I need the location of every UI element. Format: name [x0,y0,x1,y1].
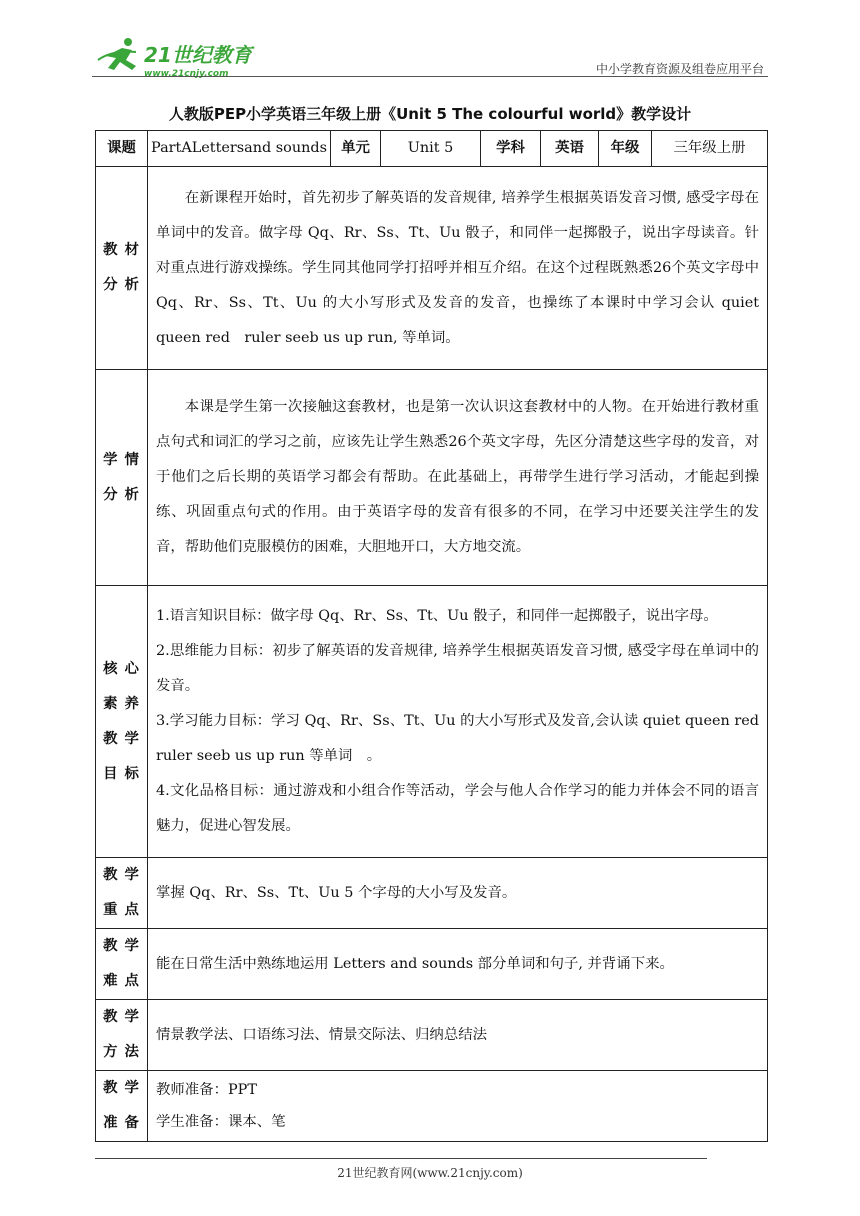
preparation-row [96,1071,768,1142]
difficulties-label: 教 学 难 点 [96,929,148,1000]
goal-item: 2.思维能力目标：初步了解英语的发音规律, 培养学生根据英语发音习惯, 感受字母在单词中的发音。 [156,643,759,694]
unit-value: Unit 5 [381,131,481,167]
topic-label: 课题 [96,131,148,167]
core-goals-row [96,586,768,858]
topic-value: PartALettersand sounds [148,131,331,167]
student-prep: 学生准备：课本、笔 [156,1114,286,1130]
textbook-analysis-content: 在新课程开始时，首先初步了解英语的发音规律, 培养学生根据英语发音习惯, 感受字母在单词中的发音。做字母 Qq、Rr、Ss、Tt、Uu 骰子，和同伴一起掷骰子，说出字母读音。针对重点进行游戏操练。学生同其他同学打招呼并相互介绍。在这个过程既熟悉26个英文字母中 Qq、Rr、Ss、Tt、Uu 的大小写形式及发音的发音，也操练了本课时中学习会认 quiet queen red ruler seeb us up run, 等单词。 [148,167,768,370]
grade-label: 年级 [599,131,652,167]
preparation-label: 教 学 准 备 [96,1071,148,1142]
difficulties-content: 能在日常生活中熟练地运用 Letters and sounds 部分单词和句子, 并背诵下来。 [148,929,768,1000]
header-divider [92,76,768,77]
grade-value: 三年级上册 [652,131,768,167]
methods-row [96,1000,768,1071]
document-title: 人教版PEP小学英语三年级上册《Unit 5 The colourful world》教学设计 [168,105,692,123]
core-goals-label: 核 心 素 养 教 学 目 标 [96,586,148,858]
core-goals-content [148,586,774,858]
footer-source: 21世纪教育网(www.21cnjy.com) [337,1166,523,1180]
methods-label: 教 学 方 法 [96,1000,148,1071]
svg-text:21世纪教育: 21世纪教育 [144,43,252,67]
meta-row [96,131,768,167]
unit-label: 单元 [331,131,381,167]
learner-analysis-row [96,370,768,586]
footer-divider [95,1158,707,1159]
difficulties-row [96,929,768,1000]
preparation-content [148,1071,768,1142]
textbook-analysis-row [96,167,768,370]
svg-text:www.21cnjy.com: www.21cnjy.com [144,69,229,79]
learner-analysis-content: 本课是学生第一次接触这套教材，也是第一次认识这套教材中的人物。在开始进行教材重点句式和词汇的学习之前，应该先让学生熟悉26个英文字母，先区分清楚这些字母的发音，对于他们之后长期的英语学习都会有帮助。在此基础上，再带学生进行学习活动，才能起到操练、巩固重点句式的作用。由于英语字母的发音有很多的不同，在学习中还要关注学生的发音，帮助他们克服模仿的困难，大胆地开口，大方地交流。 [148,370,768,586]
key-points-label: 教 学 重 点 [96,858,148,929]
textbook-analysis-label: 教 材 分 析 [96,167,148,370]
page-header [92,32,768,82]
key-points-row [96,858,768,929]
goal-item: 3.学习能力目标：学习 Qq、Rr、Ss、Tt、Uu 的大小写形式及发音,会认读 quiet queen red ruler seeb us up run 等单词 。 [156,713,774,764]
logo-21cnjy [92,36,262,80]
goal-item: 1.语言知识目标：做字母 Qq、Rr、Ss、Tt、Uu 骰子，和同伴一起掷骰子，说出字母。 [156,608,718,624]
subject-label: 学科 [481,131,541,167]
platform-name: 中小学教育资源及组卷应用平台 [595,62,764,76]
key-points-content: 掌握 Qq、Rr、Ss、Tt、Uu 5 个字母的大小写及发音。 [148,858,768,929]
methods-content: 情景教学法、口语练习法、情景交际法、归纳总结法 [148,1000,768,1071]
subject-value: 英语 [541,131,599,167]
goal-item: 4.文化品格目标：通过游戏和小组合作等活动，学会与他人合作学习的能力并体会不同的语言魅力，促进心智发展。 [156,783,759,834]
learner-analysis-label: 学 情 分 析 [96,370,148,586]
lesson-plan-table [95,130,774,1142]
teacher-prep: 教师准备：PPT [156,1082,257,1098]
